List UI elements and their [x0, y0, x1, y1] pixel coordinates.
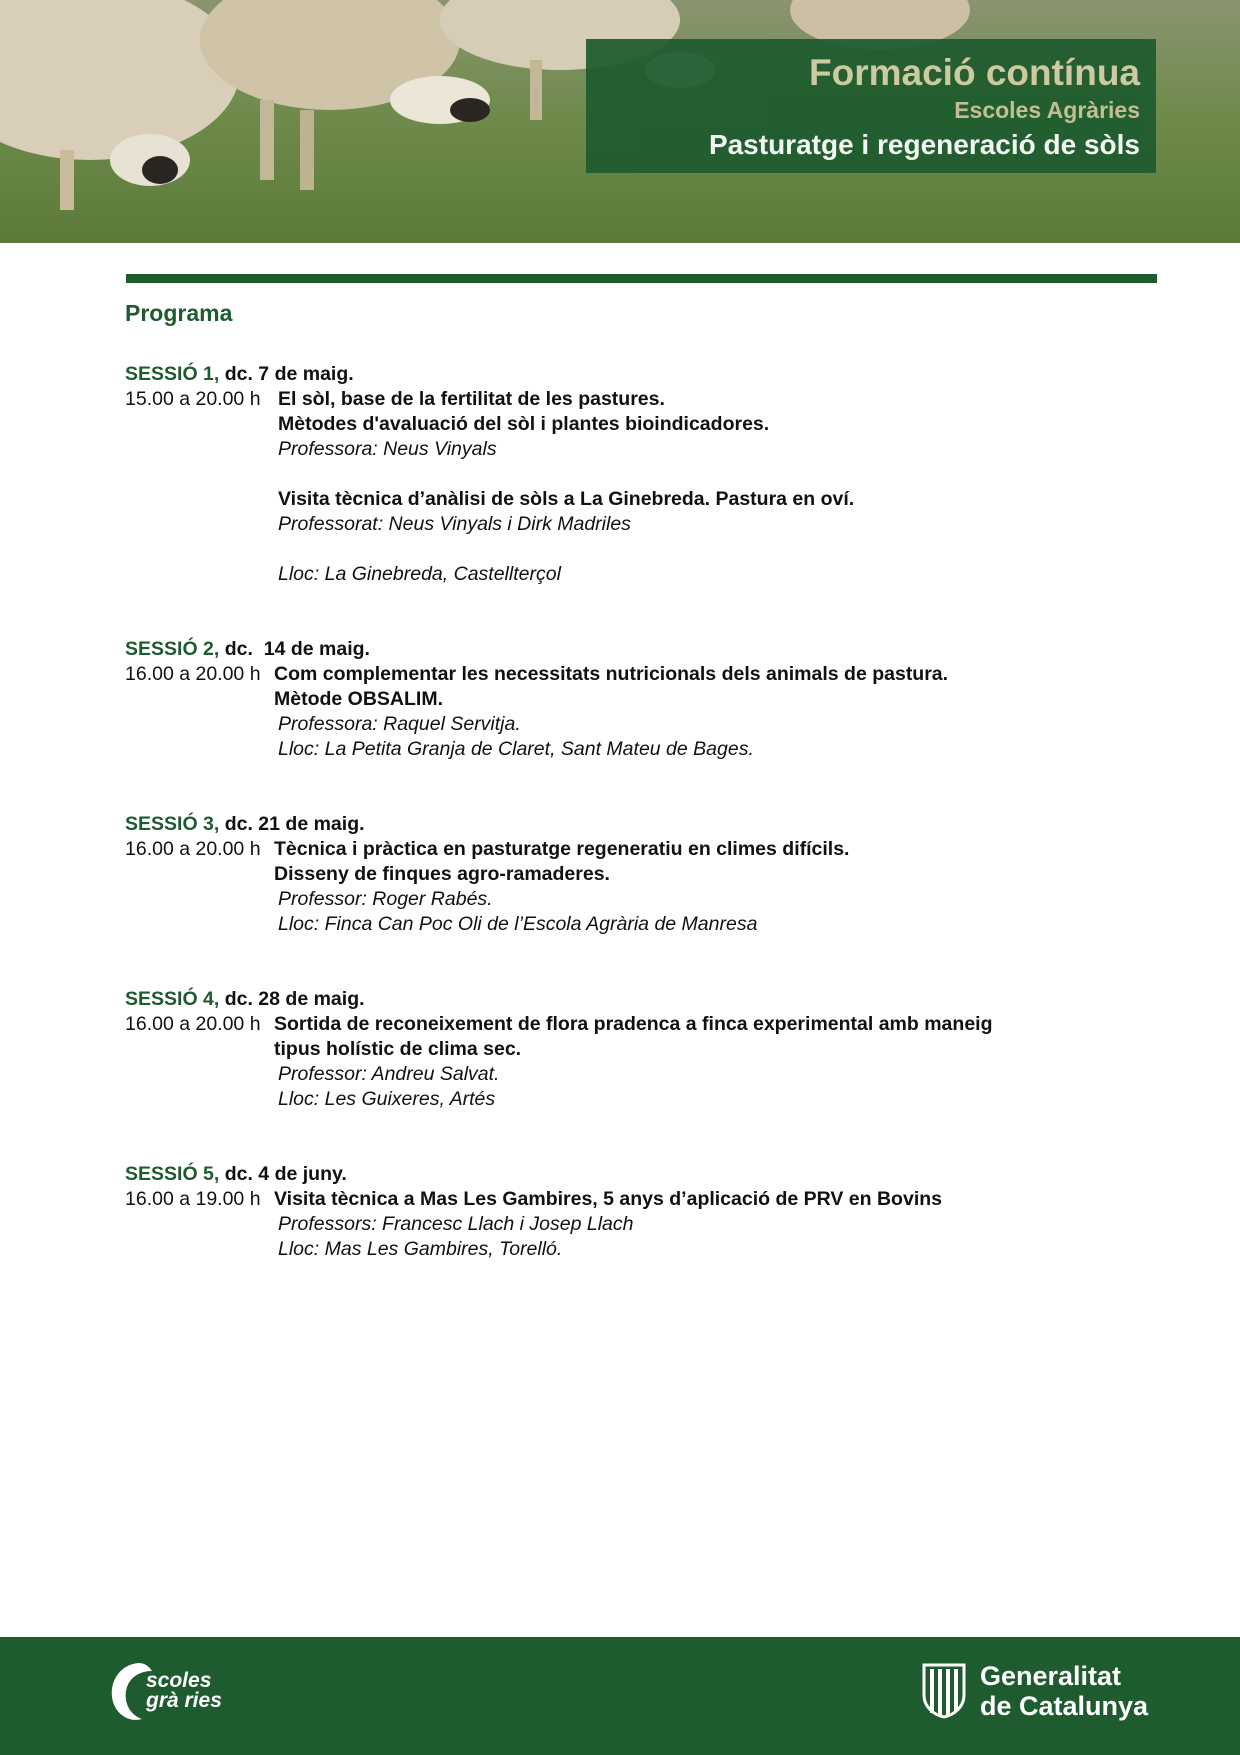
session-topic: Sortida de reconeixement de flora pradenca a finca experimental amb maneig — [274, 1013, 993, 1035]
session-topic: Visita tècnica d’anàlisi de sòls a La Ginebreda. Pastura en oví. — [278, 488, 855, 510]
session-topic: tipus holístic de clima sec. — [274, 1038, 522, 1060]
session-teacher: Professora: Raquel Servitja. — [278, 713, 521, 735]
session-topic: El sòl, base de la fertilitat de les pastures. — [278, 388, 665, 410]
session-label: SESSIÓ 4, — [125, 988, 220, 1010]
session-location: Lloc: Mas Les Gambires, Torelló. — [278, 1238, 563, 1260]
session-location: Lloc: Les Guixeres, Artés — [278, 1088, 496, 1110]
session-teacher: Professor: Roger Rabés. — [278, 888, 493, 910]
session-label: SESSIÓ 1, — [125, 363, 220, 385]
session-time: 15.00 a 20.00 h — [125, 388, 261, 410]
session-teacher: Professor: Andreu Salvat. — [278, 1063, 500, 1085]
session-heading — [125, 637, 370, 662]
session-time: 16.00 a 20.00 h — [125, 1013, 261, 1035]
program-heading: Programa — [125, 300, 233, 326]
session-date: dc. 21 de maig. — [224, 813, 365, 835]
session-heading — [125, 1162, 347, 1187]
session-label: SESSIÓ 3, — [125, 813, 220, 835]
escoles-agraries-wordmark: scoles grà ries — [146, 1669, 222, 1712]
course-title: Pasturatge i regeneració de sòls — [708, 129, 1140, 160]
session-topic: Visita tècnica a Mas Les Gambires, 5 anys d’aplicació de PRV en Bovins — [274, 1188, 942, 1210]
session-label: SESSIÓ 2, — [125, 638, 220, 660]
session-topic: Com complementar les necessitats nutricionals dels animals de pastura. — [274, 663, 949, 685]
session-topic: Mètodes d'avaluació del sòl i plantes bioindicadores. — [278, 413, 770, 435]
page-subtitle: Escoles Agràries — [954, 97, 1140, 123]
session-date: dc. 7 de maig. — [224, 363, 354, 385]
session-location: Lloc: La Petita Granja de Claret, Sant Mateu de Bages. — [278, 738, 754, 760]
session-teacher: Professors: Francesc Llach i Josep Llach — [278, 1213, 634, 1235]
session-label: SESSIÓ 5, — [125, 1163, 220, 1185]
session-topic: Disseny de finques agro-ramaderes. — [274, 863, 610, 885]
session-topic: Mètode OBSALIM. — [274, 688, 443, 710]
session-teacher: Professora: Neus Vinyals — [278, 438, 497, 460]
session-date: dc. 4 de juny. — [224, 1163, 347, 1185]
session-teacher: Professorat: Neus Vinyals i Dirk Madriles — [278, 513, 631, 535]
session-date: dc. 28 de maig. — [224, 988, 365, 1010]
divider-rule — [126, 274, 1157, 283]
footer — [0, 1637, 1240, 1755]
session-heading — [125, 812, 365, 837]
session-heading — [125, 362, 354, 387]
session-topic: Tècnica i pràctica en pasturatge regeneratiu en climes difícils. — [274, 838, 850, 860]
session-heading — [125, 987, 365, 1012]
session-date: dc. 14 de maig. — [224, 638, 370, 660]
session-time: 16.00 a 20.00 h — [125, 838, 261, 860]
generalitat-shield-icon — [920, 1661, 968, 1719]
escoles-agraries-logo — [108, 1657, 238, 1729]
session-location: Lloc: La Ginebreda, Castellterçol — [278, 563, 561, 585]
session-time: 16.00 a 20.00 h — [125, 663, 261, 685]
generalitat-logo — [920, 1659, 1160, 1725]
generalitat-wordmark: Generalitat de Catalunya — [980, 1661, 1149, 1721]
title-box — [586, 39, 1156, 173]
page-title: Formació contínua — [809, 52, 1140, 93]
header-photo — [0, 0, 1240, 243]
session-location: Lloc: Finca Can Poc Oli de l’Escola Agrària de Manresa — [278, 913, 758, 935]
session-time: 16.00 a 19.00 h — [125, 1188, 261, 1210]
